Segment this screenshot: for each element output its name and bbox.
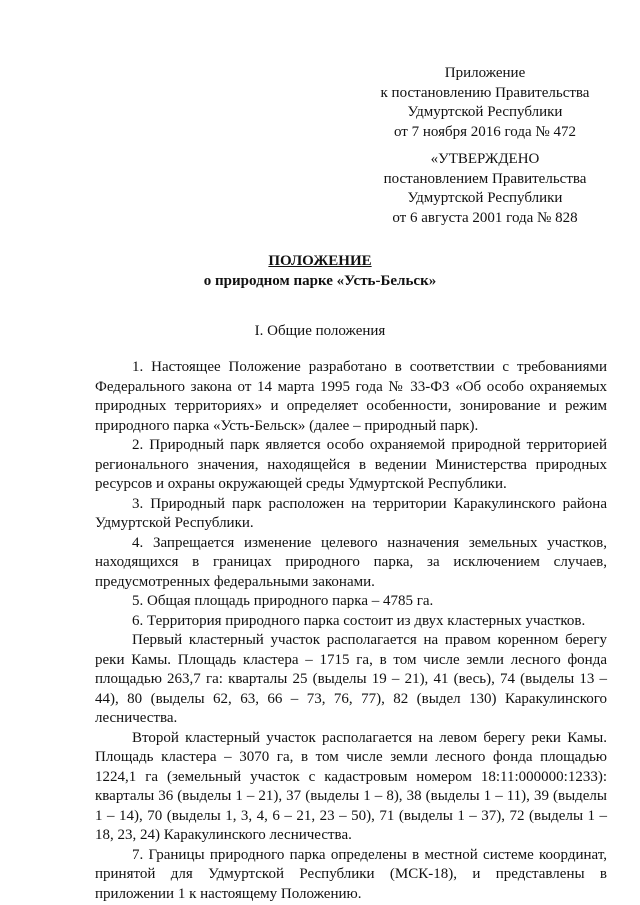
approval-line: постановлением Правительства <box>383 170 587 187</box>
approval-line: «УТВЕРЖДЕНО <box>430 151 540 167</box>
section-heading: I. Общие положения <box>254 323 386 339</box>
title-heading: ПОЛОЖЕНИЕ <box>268 253 372 269</box>
paragraph: 1. Настоящее Положение разработано в соответствии с требованиями Федерального закона от 14 марта 1995 года № 33-ФЗ «Об особо охраняемых природных территориях» и определяет особенности, зонирование и режим природного парка «Усть-Бельск» (далее – природный парк). <box>95 359 607 434</box>
appendix-line: от 7 ноября 2016 года № 472 <box>394 123 576 140</box>
approval-header <box>360 150 610 228</box>
appendix-line: Приложение <box>444 65 526 81</box>
document-body <box>95 358 607 904</box>
document-title <box>0 252 640 291</box>
paragraph: 7. Границы природного парка определены в местной системе координат, принятой для Удмуртской Республики (МСК-18), и представлены в приложении 1 к настоящему Положению. <box>95 846 607 902</box>
approval-line: от 6 августа 2001 года № 828 <box>392 209 578 226</box>
paragraph: 4. Запрещается изменение целевого назначения земельных участков, находящихся в границах природного парка, за исключением случаев, предусмотренных федеральными законами. <box>95 534 607 590</box>
paragraph: 5. Общая площадь природного парка – 4785 га. <box>132 593 434 609</box>
title-subheading: о природном парке «Усть-Бельск» <box>203 272 437 289</box>
paragraph: 3. Природный парк расположен на территории Каракулинского района Удмуртской Республики. <box>95 495 607 531</box>
appendix-line: Удмуртской Республики <box>407 104 563 120</box>
appendix-line: к постановлению Правительства <box>380 84 590 101</box>
appendix-header <box>360 64 610 142</box>
paragraph: 6. Территория природного парка состоит из двух кластерных участков. <box>132 612 586 629</box>
approval-line: Удмуртской Республики <box>407 190 563 206</box>
paragraph: Второй кластерный участок располагается на левом берегу реки Камы. Площадь кластера – 3070 га, в том числе земли лесного фонда площадью 1224,1 га (земельный участок с кадастровым номером 18:11:000000:1233): кварталы 36 (выделы 1 – 21), 37 (выделы 1 – 8), 38 (выделы 1 – 11), 39 (выделы 1 – 14), 70 (выделы 1, 3, 4, 6 – 21, 23 – 50), 71 (выделы 1 – 37), 72 (выделы 1 – 18, 23, 24) Каракулинского лесничества. <box>95 729 607 843</box>
paragraph: 2. Природный парк является особо охраняемой природной территорией регионального значения, находящейся в ведении Министерства природных ресурсов и охраны окружающей среды Удмуртской Республики. <box>95 437 607 492</box>
paragraph: Первый кластерный участок располагается на правом коренном берегу реки Камы. Площадь кластера – 1715 га, в том числе земли лесного фонда площадью 263,7 га: кварталы 25 (выделы 19 – 21), 41 (весь), 74 (выделы 13 – 44), 80 (выделы 62, 63, 66 – 73, 76, 77), 82 (выдел 130) Каракулинского лесничества. <box>95 632 607 726</box>
